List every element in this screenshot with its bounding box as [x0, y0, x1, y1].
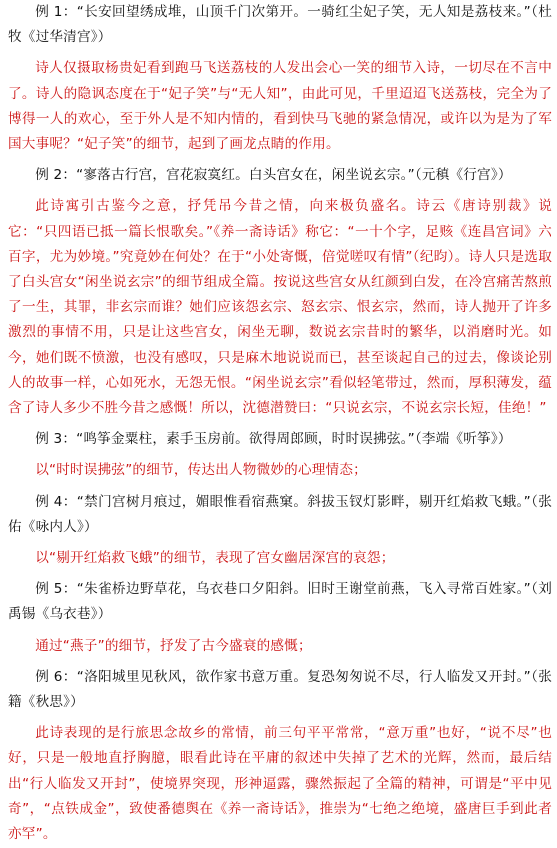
document-body: [8, 0, 552, 847]
analysis-5: 通过“燕子”的细节，抒发了古今盛衰的感慨；: [35, 637, 312, 654]
analysis-6: 此诗表现的是行旅思念故乡的常情，前三句平平常常，“意万重”也好，“说不尽”也好，只是一般地直抒胸臆，眼看此诗在平庸的叙述中失掉了艺术的光辉，然而，最后结出“行人临发又开封”，使境界突现，形神逼露，骤然振起了全篇的精神，可谓是“平中见奇”，“点铁成金”，致使番德舆在《养一斋诗话》，推崇为“七绝之绝境，盛唐巨手到此者亦罕”。: [8, 725, 552, 843]
example-6: 例 6：“洛阳城里见秋风，欲作家书意万重。复恐匆匆说不尽，行人临发又开封。”（张籍《秋思》）: [8, 668, 552, 711]
example-5: 例 5：“朱雀桥边野草花，乌衣巷口夕阳斜。旧时王谢堂前燕，飞入寻常百姓家。”（刘禹锡《乌衣巷》）: [8, 581, 552, 623]
example-4: 例 4：“禁门宫树月痕过，媚眼惟看宿燕窠。斜拔玉钗灯影畔，剔开红焰救飞蛾。”（张佑《咏内人》）: [8, 493, 552, 535]
example-3: 例 3：“鸣筝金粟柱，素手玉房前。欲得周郎顾，时时误拂弦。”（李端《听筝》）: [35, 431, 512, 448]
analysis-2: 此诗寓引古鉴今之意，抒凭吊今昔之情，向来极负盛名。诗云《唐诗别裁》说它：“只四语已抵一篇长恨歌矣。”《养一斋诗话》称它：“一十个字，足赅《连昌宫词》六百字，尤为妙境。”究竟妙在何处？在于“小处寄慨，倍觉嗟叹有情”（纪昀）。诗人只是选取了白头宫女“闲坐说玄宗”的细节组成全篇。按说这些宫女从红颜到白发，在冷宫痛苦熬煎了一生，其罪，非玄宗而谁？她们应该怨玄宗、怒玄宗、恨玄宗，然而，诗人抛开了许多激烈的事情不用，只是让这些宫女，闲坐无聊，数说玄宗昔时的繁华，以消磨时光。如今，她们既不愤激，也没有感叹，只是麻木地说说而已，甚至谈起自己的过去，像谈论别人的故事一样，心如死水，无怨无恨。“闲坐说玄宗”看似轻笔带过，然而，厚积薄发，蕴含了诗人多少不胜今昔之感慨！所以，沈德潜赞曰：“只说玄宗，不说玄宗长短，佳绝！”: [8, 198, 552, 417]
analysis-3: 以“时时误拂弦”的细节，传达出人物微妙的心理情态；: [35, 462, 367, 479]
example-2: 例 2：“寥落古行宫，宫花寂寞红。白头宫女在，闲坐说玄宗。”（元稹《行宫》）: [35, 167, 512, 184]
analysis-4: 以“剔开红焰救飞蛾”的细节，表现了宫女幽居深宫的哀怨；: [35, 550, 395, 567]
example-1: 例 1：“长安回望绣成堆，山顶千门次第开。一骑红尘妃子笑，无人知是荔枝来。”（杜牧《过华清宫》）: [8, 4, 552, 46]
analysis-1: 诗人仅摄取杨贵妃看到跑马飞送荔枝的人发出会心一笑的细节入诗，一切尽在不言中了。诗人的隐讽态度在于“妃子笑”与“无人知”，由此可见，千里迢迢飞送荔枝，完全为了博得一人的欢心，至于外人是不知内情的，看到快马飞驰的紧急情况，或许以为是为了军国大事呢？“妃子笑”的细节，起到了画龙点睛的作用。: [8, 60, 552, 153]
